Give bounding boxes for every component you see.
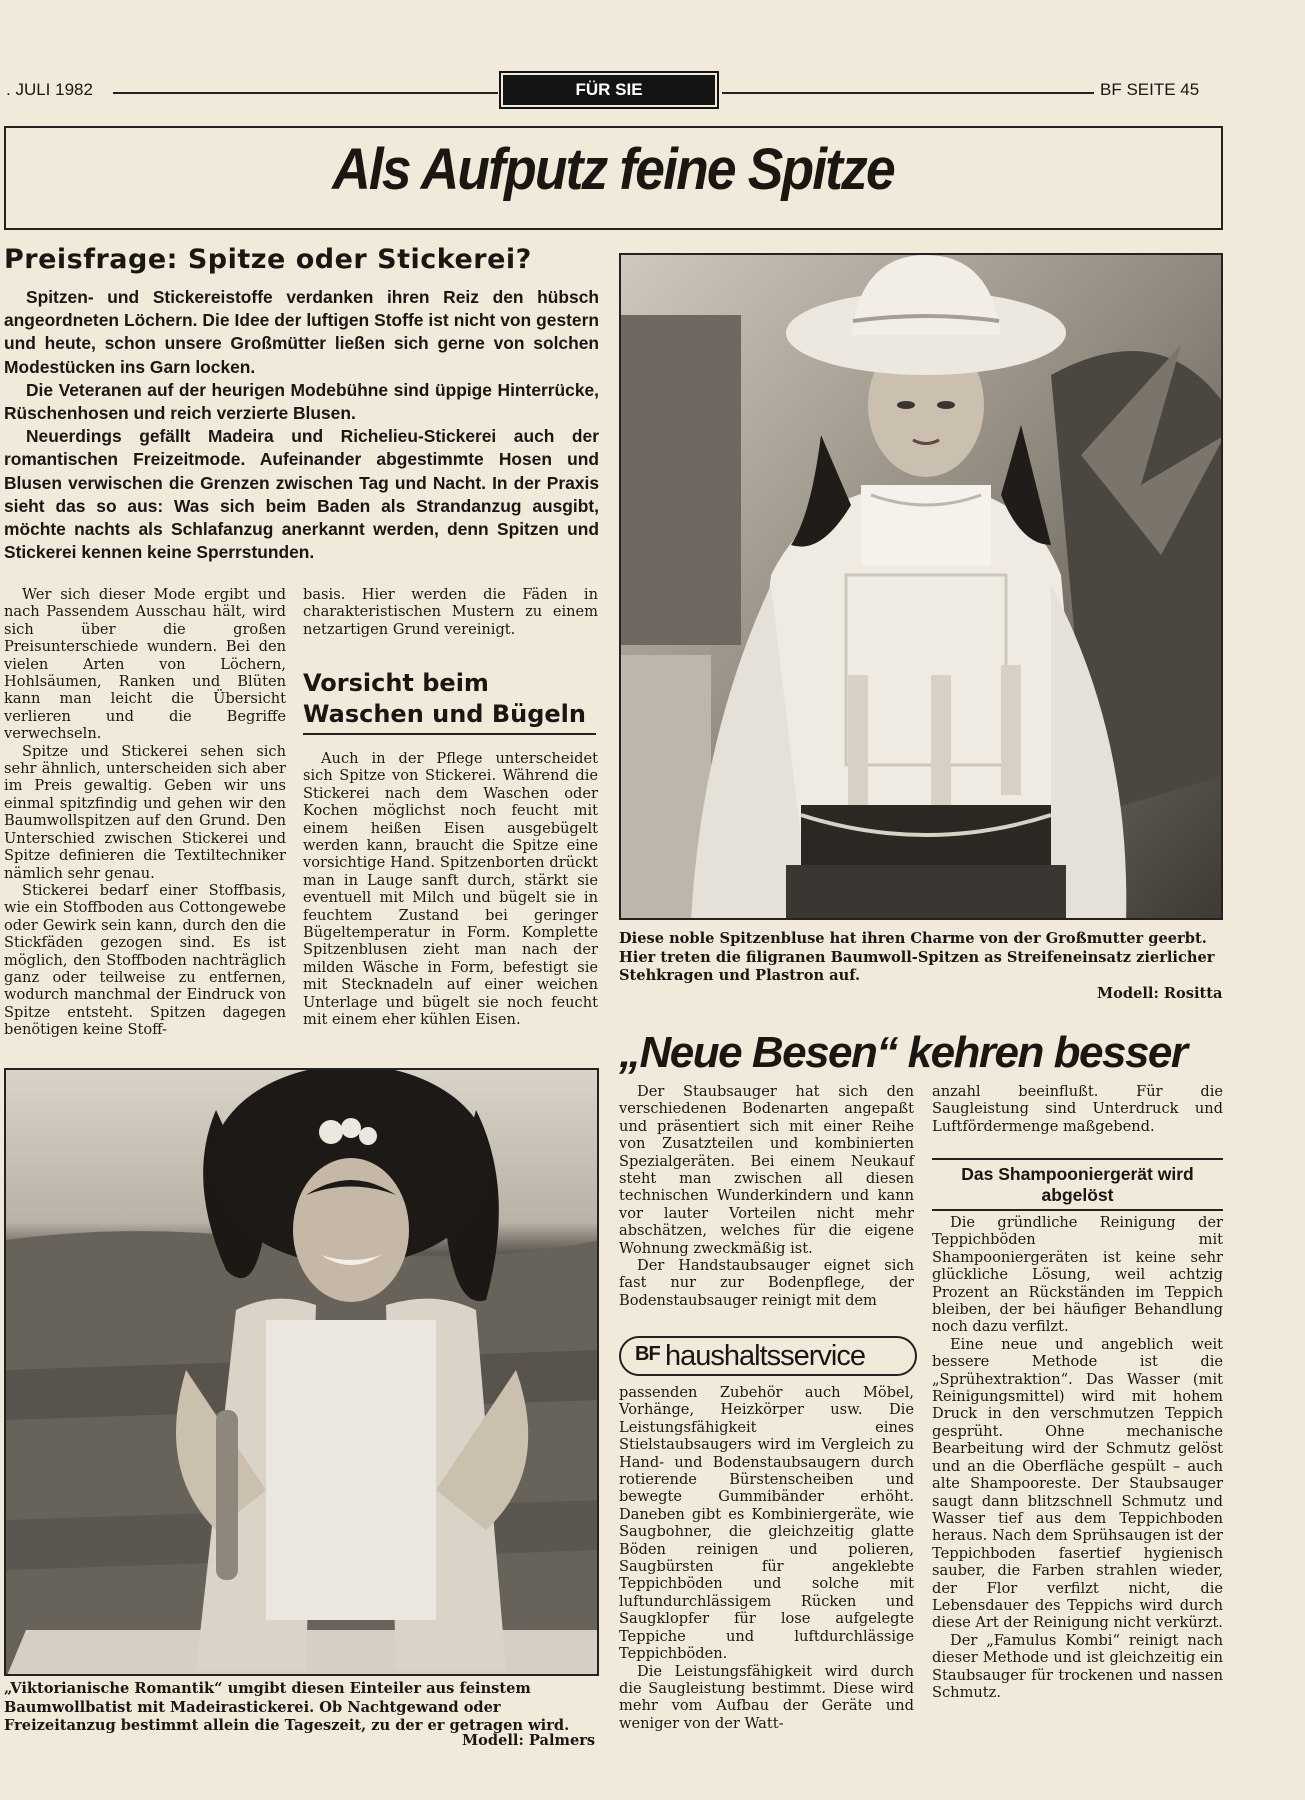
body-column-d [932,1083,1223,1135]
photo-caption: „Viktorianische Romantik“ umgibt diesen Einteiler aus feinstem Baumwollbatist mit Madeirastickerei. Ob Nachtgewand oder Freizeitanzug bestimmt allein die Tageszeit, zu der er getragen wird. [4,1680,570,1734]
intro-paragraph: Spitzen- und Stickereistoffe verdanken ihren Reiz den hübsch angeordneten Löchern. Die Idee der luftigen Stoffe ist nicht von gestern und heute, schon unsere Großmütter ließen sich gerne von solchen Modestücken ins Garn locken. [4,287,599,377]
body-paragraph: Die Leistungsfähigkeit wird durch die Saugleistung bestimmt. Diese wird mehr vom Aufbau der Geräte und weniger von der Watt- [619,1662,914,1732]
body-paragraph: Spitze und Stickerei sehen sich sehr ähnlich, unterscheiden sich aber im Preis gewaltig. Geben wir uns einmal spitzfindig und gehen wir den Baumwollspitzen auf den Grund. Den Unterschied zwischen Stickerei und Spitze definieren die Textiltechniker nämlich sehr genau. [4,742,286,882]
photo-victorian-romper-image [6,1070,599,1676]
body-paragraph: Wer sich dieser Mode ergibt und nach Passendem Ausschau hält, wird sich über die großen Preisunterschiede wundern. Bei den vielen Arten von Löchern, Hohlsäumen, Ranken und Blüten kann man leicht die Übersicht verlieren und die Begriffe verwechseln. [4,586,286,743]
body-column-b [303,586,598,638]
photo-victorian-romper [4,1068,599,1676]
photo-caption: Diese noble Spitzenbluse hat ihren Charme von der Großmutter geerbt. Hier treten die filigranen Baumwoll-Spitzen as Streifeneinsatz zierlicher Stehkragen und Plastron auf. [619,930,1215,984]
photo-credit: Modell: Palmers [462,1732,596,1749]
body-column-c-continued [619,1384,914,1732]
body-paragraph: basis. Hier werden die Fäden in charakteristischen Mustern zu einem netzartigen Grund vereinigt. [303,586,598,638]
body-column-a [4,586,286,1039]
page-number: BF SEITE 45 [1100,80,1200,99]
photo-lace-blouse-image [621,255,1223,920]
body-paragraph: Eine neue und angeblich weit bessere Methode ist die „Sprühextraktion“. Das Wasser (mit Reinigungsmittel) wird mit hohem Druck in den verschmutzen Teppich gesprüht. Ohne mechanische Bearbeitung wird der Schmutz gelöst und an die Oberfläche gespült – auch alte Shampooreste. Der Staubsauger saugt dann blitzschnell Schmutz und Wasser tief aus dem Teppichboden heraus. Nach dem Sprühsaugen ist der Teppichboden fasertief hygienisch sauber, die Farben strahlen wieder, der Flor verfilzt nicht, die Lebensdauer des Teppichs wird durch diese Art der Reinigung nicht verkürzt. [932,1335,1223,1632]
body-column-d-continued [932,1214,1223,1701]
body-paragraph: anzahl beeinflußt. Für die Saugleistung sind Unterdruck und Luftfördermenge maßgebend. [932,1083,1223,1135]
body-paragraph: Der Handstaubsauger eignet sich fast nur zur Bodenpflege, der Bodenstaubsauger reinigt mit dem [619,1257,914,1309]
body-column-c [619,1083,914,1309]
subheading-care: Vorsicht beim Waschen und Bügeln [303,668,596,735]
body-column-b-continued [303,750,598,1029]
body-paragraph: Die gründliche Reinigung der Teppichböden mit Shampooniergeräten ist keine sehr glückliche Lösung, weil achtzig Prozent an Rückständen im Teppich bleiben, der bei häufiger Behandlung noch dazu verfilzt. [932,1214,1223,1336]
sub-headline: Preisfrage: Spitze oder Stickerei? [4,244,532,275]
section-label: FÜR SIE [503,75,715,105]
header-rule-left [113,92,498,94]
body-paragraph: Der Staubsauger hat sich den verschiedenen Bodenarten angepaßt und präsentiert sich mit einer Reihe von Zusatzteilen und kombinierten Spezialgeräten. Bei einem Neukauf steht man zwischen all diesen technischen Wunderkindern und kann vor lauter Vorteilen nicht mehr abschätzen, welches für die eigene Wohnung zweckmäßig ist. [619,1083,914,1257]
body-paragraph: Auch in der Pflege unterscheidet sich Spitze von Stickerei. Während die Stickerei nach dem Waschen oder Kochen möglichst noch feucht mit einem heißen Eisen ausgebügelt werden kann, braucht die Spitze eine vorsichtige Hand. Spitzenborten drückt man in Lauge sanft durch, stärkt sie eventuell mit Milch und bügelt sie in feuchtem Zustand bei geringer Bügeltemperatur in Form. Komplette Spitzenblusen zieht man nach der milden Wäsche in Form, befestigt sie mit Stecknadeln auf einer weichen Unterlage und bügelt sie noch feucht mit einem eher kühlen Eisen. [303,750,598,1029]
photo-credit: Modell: Rositta [1097,985,1223,1002]
article-headline: „Neue Besen“ kehren besser [619,1028,1187,1077]
issue-date: . JULI 1982 [6,80,93,99]
body-paragraph: passenden Zubehör auch Möbel, Vorhänge, Heizkörper usw. Die Leistungsfähigkeit eines Stielstaubsaugers wird im Vergleich zu Hand- und Bodenstaubsaugern durch rotierende Bürstenscheiben und bewegte Gummibänder erhöht. Daneben gibt es Kombiniergeräte, wie Saugbohner, die gleichzeitig glatte Böden reinigen und polieren, Saugbürsten für angeklebte Teppichböden und solche mit luftundurchlässigem Rücken und Saugklopfer für lose aufgelegte Teppiche und luftdurchlässige Teppichböden. [619,1384,914,1663]
photo-lace-blouse [619,253,1223,920]
haushaltsservice-logo [619,1336,917,1376]
logo-wordmark: haushaltsservice [665,1340,865,1372]
logo-bf-mark: BF [635,1343,660,1365]
intro-paragraph: Die Veteranen auf der heurigen Modebühne sind üppige Hinterrücke, Rüschenhosen und reich verzierte Blusen. [4,379,599,424]
subheading-shampoo: Das Shampooniergerät wird abgelöst [932,1158,1223,1211]
intro-paragraphs [4,286,599,564]
intro-paragraph: Neuerdings gefällt Madeira und Richelieu-Stickerei auch der romantischen Freizeitmode. Aufeinander abgestimmte Hosen und Blusen verwischen die Grenzen zwischen Tag und Nacht. In der Praxis sieht das so aus: Was sich beim Baden als Strandanzug ausgibt, möchte nachts als Schlafanzug anerkannt werden, denn Spitzen und Stickerei kennen keine Sperrstunden. [4,426,599,563]
header-rule-right [722,92,1094,94]
body-paragraph: Der „Famulus Kombi“ reinigt nach dieser Methode und ist gleichzeitig ein Staubsauger für trockenen und nassen Schmutz. [932,1631,1223,1701]
main-headline: Als Aufputz feine Spitze [332,137,894,202]
body-paragraph: Stickerei bedarf einer Stoffbasis, wie ein Stoffboden aus Cottongewebe oder Gewirk sein kann, durch den die Stickfäden gezogen sind. Es ist möglich, den Stoffboden nachträglich ganz oder teilweise zu entfernen, wodurch manchmal der Eindruck von Spitze entsteht. Spitzen dagegen benötigen keine Stoff- [4,881,286,1039]
